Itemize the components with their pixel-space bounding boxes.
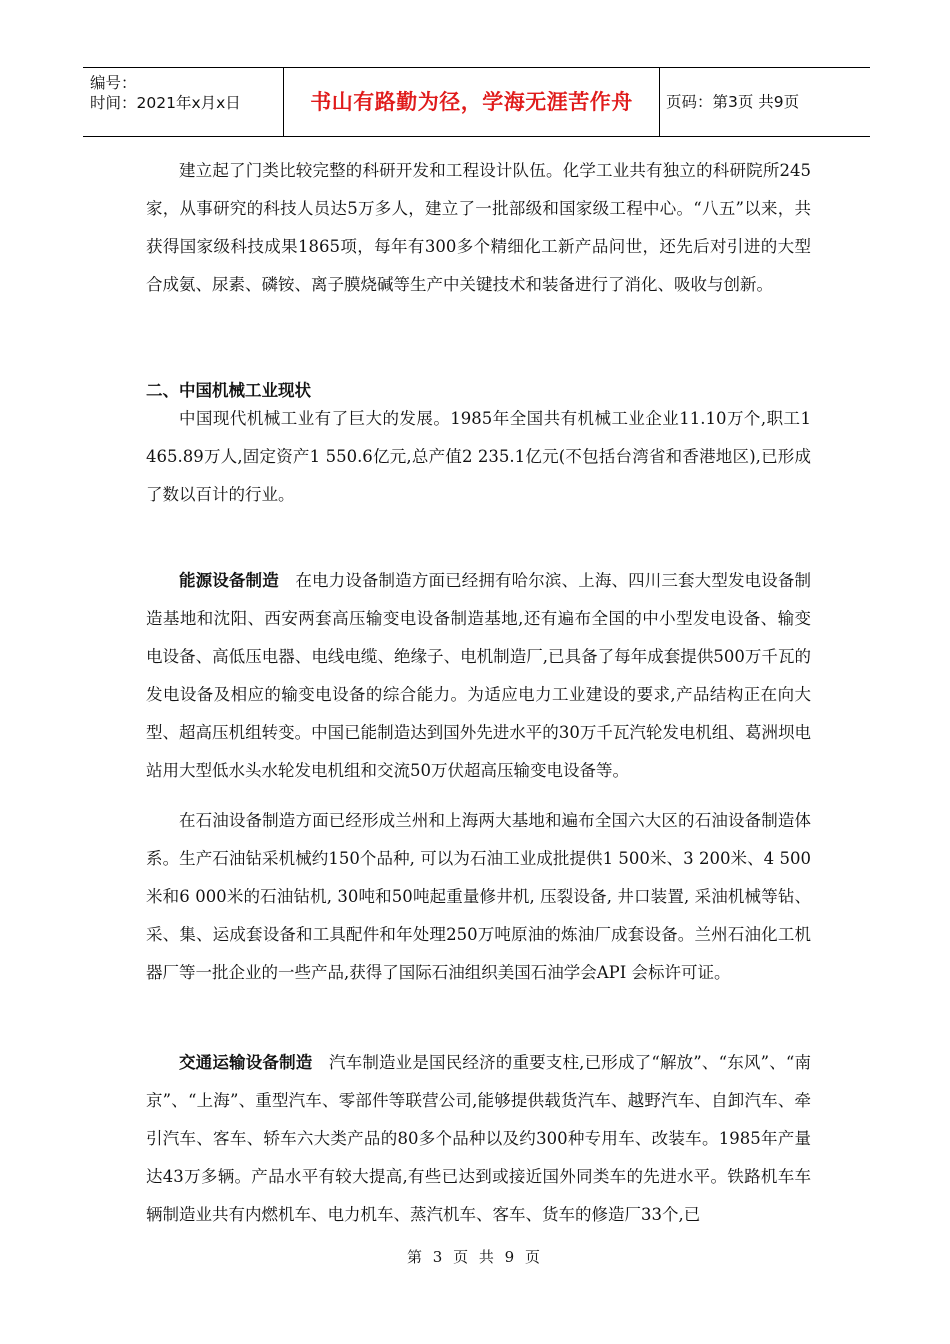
paragraph-transport-equipment: [146, 1044, 811, 1234]
section-title: 二、中国机械工业现状: [146, 381, 311, 400]
page-footer: 第 3 页 共 9 页: [407, 1248, 543, 1266]
header-motto: 书山有路勤为径，学海无涯苦作舟: [283, 68, 660, 136]
page-header: [83, 67, 870, 137]
header-page-info: 页码：第3页 共9页: [666, 93, 800, 111]
energy-equipment-text: 在电力设备制造方面已经拥有哈尔滨、上海、四川三套大型发电设备制造基地和沈阳、西安两套高压输变电设备制造基地,还有遍布全国的中小型发电设备、输变电设备、高低压电器、电线电缆、绝缘子、电机制造厂,已具备了每年成套提供500万千瓦的发电设备及相应的输变电设备的综合能力。为适应电力工业建设的要求,产品结构正在向大型、超高压机组转变。中国已能制造达到国外先进水平的30万千瓦汽轮发电机组、葛洲坝电站用大型低水头水轮发电机组和交流50万伏超高压输变电设备等。: [146, 571, 812, 780]
paragraph-machinery-overview: 中国现代机械工业有了巨大的发展。1985年全国共有机械工业企业11.10万个,职工1 465.89万人,固定资产1 550.6亿元,总产值2 235.1亿元(不包括台湾省和香港地区),已形成了数以百计的行业。: [146, 409, 811, 504]
paragraph-petroleum-equipment: 在石油设备制造方面已经形成兰州和上海两大基地和遍布全国六大区的石油设备制造体系。生产石油钻采机械约150个品种, 可以为石油工业成批提供1 500米、3 200米、4 500米和6 000米的石油钻机, 30吨和50吨起重量修井机, 压裂设备, 井口装置, 采油机械等钻、采、集、运成套设备和工具配件和年处理250万吨原油的炼油厂成套设备。兰州石油化工机器厂等一批企业的一些产品,获得了国际石油组织美国石油学会API 会标许可证。: [146, 811, 811, 982]
header-meta: [83, 68, 283, 136]
energy-equipment-lead: 能源设备制造: [179, 571, 279, 590]
transport-equipment-lead: 交通运输设备制造: [179, 1053, 313, 1072]
paragraph-research: 建立起了门类比较完整的科研开发和工程设计队伍。化学工业共有独立的科研院所245家，从事研究的科技人员达5万多人，建立了一批部级和国家级工程中心。“八五”以来，共获得国家级科技成果1865项，每年有300多个精细化工新产品问世，还先后对引进的大型合成氨、尿素、磷铵、离子膜烧碱等生产中关键技术和装备进行了消化、吸收与创新。: [146, 161, 811, 294]
document-number-label: 编号：: [90, 74, 137, 92]
document-date: 时间：2021年x月x日: [90, 94, 241, 112]
paragraph-energy-equipment: [146, 562, 811, 790]
transport-equipment-text: 汽车制造业是国民经济的重要支柱,已形成了“解放”、“东风”、“南京”、“上海”、重型汽车、零部件等联营公司,能够提供载货汽车、越野汽车、自卸汽车、牵引汽车、客车、轿车六大类产品的80多个品种以及约300种专用车、改装车。1985年产量达43万多辆。产品水平有较大提高,有些已达到或接近国外同类车的先进水平。铁路机车车辆制造业共有内燃机车、电力机车、蒸汽机车、客车、货车的修造厂33个,已: [146, 1053, 812, 1224]
